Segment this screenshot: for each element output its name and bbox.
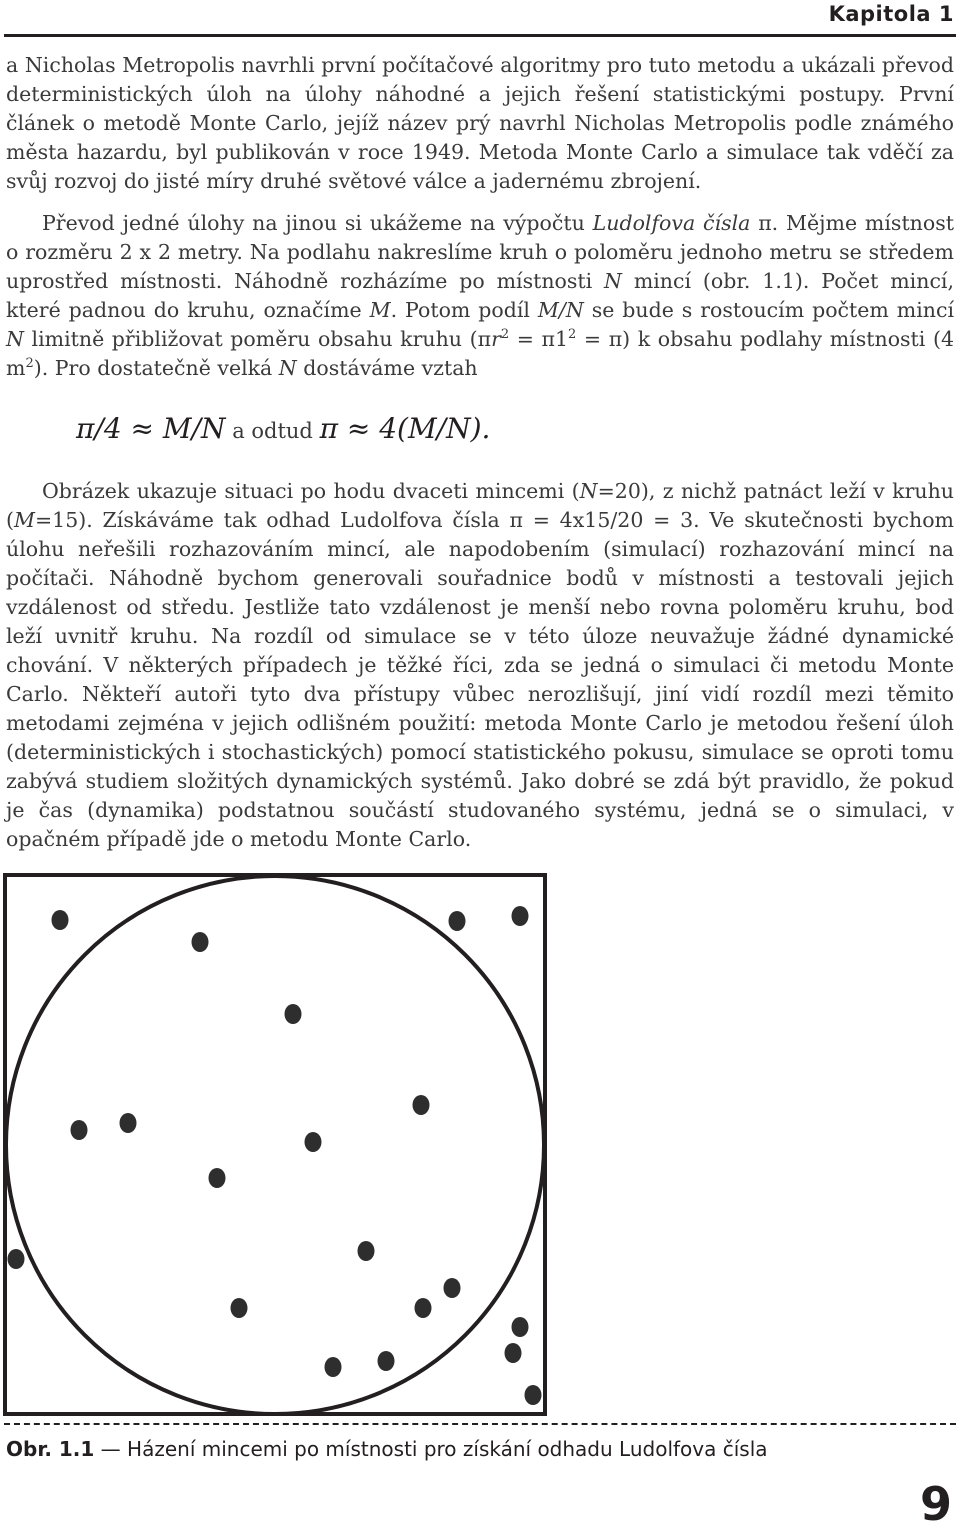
- para2-exp-3: 2: [25, 356, 34, 372]
- paragraph-pi-method: [6, 209, 954, 383]
- coin-dot: [358, 1241, 375, 1261]
- coin-dot: [209, 1168, 226, 1188]
- para2-text-7: . Potom podíl: [390, 298, 538, 322]
- para3-text-1: Obrázek ukazuje situaci po hodu dvaceti mincemi (: [42, 479, 580, 503]
- paragraph-example: [6, 477, 954, 854]
- para2-var-n-2: N: [6, 327, 24, 351]
- para2-text-3: π. Mějme místnost o rozměru 2 x 2 metry. Na podlahu nakreslíme kruh o poloměru jednoho metru se středem uprostřed místnosti. Náhodně rozházíme po místnosti: [6, 211, 954, 293]
- coin-dot: [512, 906, 529, 926]
- para2-ratio: M/N: [537, 298, 584, 322]
- para2-exp-1: 2: [500, 327, 510, 343]
- para2-text-11: limitně přibližovat poměru obsahu kruhu (π: [23, 327, 492, 351]
- para2-var-n: N: [604, 269, 622, 293]
- chapter-header: Kapitola 1: [828, 2, 954, 26]
- paragraph-history: a Nicholas Metropolis navrhli první počítačové algoritmy pro tuto metodu a ukázali převod deterministických úloh na úlohy náhodné a jejich řešení statistickými postupy. První článek o metodě Monte Carlo, jejíž název prý navrhl Nicholas Metropolis podle známého města hazardu, byl publikován v roce 1949. Metoda Monte Carlo a simulace tak vděčí za svůj rozvoj do jisté míry druhé světové válce a jadernému zbrojení.: [6, 53, 954, 193]
- header-rule: [4, 34, 956, 37]
- para2-exp-2: 2: [568, 327, 577, 343]
- floor-circle: [6, 876, 544, 1414]
- para2-ludolf: Ludolfova čísla: [592, 211, 751, 235]
- para3-var-n: N: [579, 479, 598, 503]
- caption-rule: [4, 1423, 956, 1425]
- figure-caption: [6, 1435, 768, 1463]
- coin-dot: [285, 1004, 302, 1024]
- caption-number: Obr. 1.1: [6, 1437, 95, 1461]
- coin-dot: [192, 932, 209, 952]
- coin-dot: [305, 1132, 322, 1152]
- para3-text-5: =15). Získáváme tak odhad Ludolfova čísla π = 4x15/20 = 3. Ve skutečnosti bychom úlohu neřešili rozhazováním mincí, ale napodobením (simulací) rozhazování mincí na počítači. Náhodně bychom generovali souřadnice bodů v místnosti a testovali jejich vzdálenost od středu. Jestliže tato vzdálenost je menší nebo rovna poloměru kruhu, bod leží uvnitř kruhu. Na rozdíl od simulace se v této úloze neuvažuje žádné dynamické chování. V některých případech je těžké říci, zda se jedná o simulaci či metodu Monte Carlo. Někteří autoři tyto dva přístupy vůbec nerozlišují, jiní vidí rozdíl mezi těmito metodami zejména v jejich odlišném použití: metoda Monte Carlo je metodou řešení úloh (deterministických i stochastických) pomocí statistického pokusu, simulace se oproti tomu zabývá studiem složitých dynamických systémů. Jako dobré se zdá být pravidlo, že pokud je čas (dynamika) podstatnou součástí studovaného systému, jedná se o simulaci, v opačném případě jde o metodu Monte Carlo.: [6, 508, 954, 851]
- formula-lhs: π/4 ≈ M/N: [76, 412, 226, 445]
- caption-text: Házení mincemi po místnosti pro získání odhadu Ludolfova čísla: [127, 1437, 768, 1461]
- para3-text-3: =20), z nichž patnáct leží v kruhu (: [6, 479, 954, 532]
- coin-room-diagram: [3, 873, 547, 1416]
- coins-group: [8, 906, 542, 1405]
- formula-rhs: π ≈ 4(M/N).: [319, 412, 491, 445]
- para2-text-14: = π1: [509, 327, 569, 351]
- coin-dot: [325, 1357, 342, 1377]
- figure-coins: [3, 873, 547, 1416]
- coin-dot: [378, 1351, 395, 1371]
- coin-dot: [413, 1095, 430, 1115]
- coin-dot: [525, 1385, 542, 1405]
- para2-text-20: dostáváme vztah: [296, 356, 478, 380]
- para2-text-1: Převod jedné úlohy na jinou si ukážeme na výpočtu: [42, 211, 593, 235]
- para2-text-5: mincí (obr. 1.1). Počet mincí, které padnou do kruhu, označíme: [6, 269, 954, 322]
- coin-dot: [231, 1298, 248, 1318]
- para2-var-n-3: N: [278, 356, 297, 380]
- caption-dash: —: [94, 1437, 128, 1461]
- coin-dot: [512, 1317, 529, 1337]
- para3-var-m: M: [14, 508, 35, 532]
- coin-dot: [505, 1343, 522, 1363]
- coin-dot: [449, 911, 466, 931]
- formula-connector: a odtud: [225, 419, 320, 443]
- pi-formula: [76, 411, 490, 449]
- para2-var-m: M: [369, 298, 391, 322]
- para2-text-16: = π) k obsahu podlahy místnosti (4 m: [6, 327, 954, 380]
- para2-text-9: se bude s rostoucím počtem mincí: [583, 298, 955, 322]
- coin-dot: [415, 1298, 432, 1318]
- page-number: 9: [919, 1477, 952, 1531]
- coin-dot: [52, 910, 69, 930]
- para2-text-18: ). Pro dostatečně velká: [33, 356, 279, 380]
- coin-dot: [444, 1278, 461, 1298]
- coin-dot: [120, 1113, 137, 1133]
- coin-dot: [8, 1249, 25, 1269]
- para2-var-r: r: [491, 327, 501, 351]
- coin-dot: [71, 1120, 88, 1140]
